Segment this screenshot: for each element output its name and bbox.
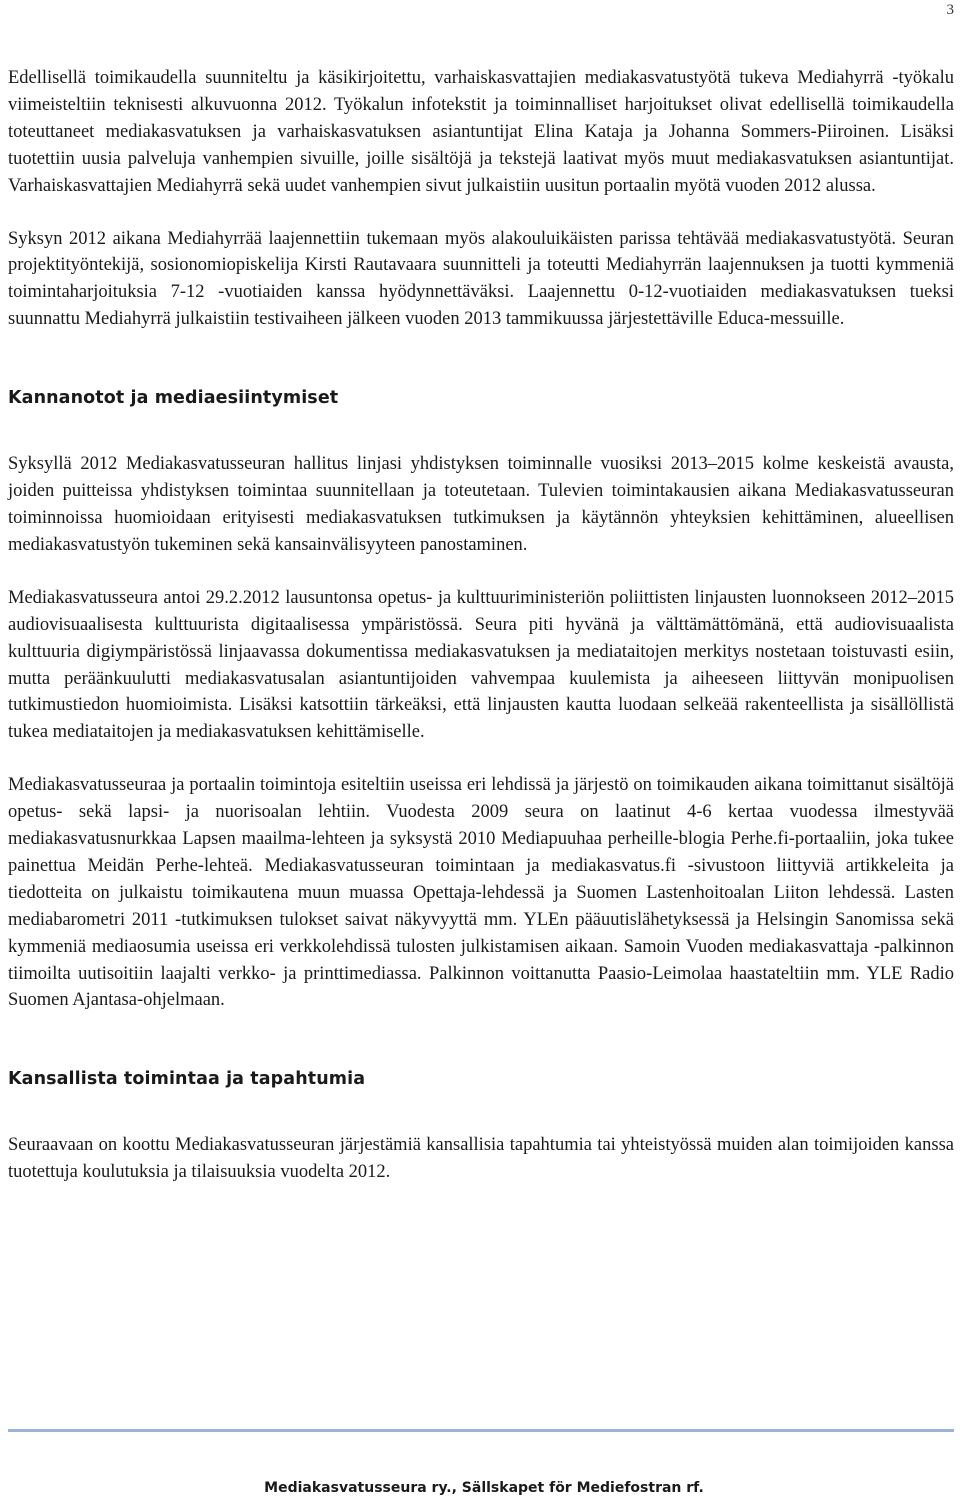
- footer-divider: [8, 1429, 954, 1432]
- section-heading-statements: Kannanotot ja mediaesiintymiset: [8, 388, 339, 409]
- section-heading-national-activities: Kansallista toimintaa ja tapahtumia: [8, 1069, 366, 1090]
- page-number: 3: [946, 2, 954, 18]
- intro-paragraph-2: Syksyn 2012 aikana Mediahyrrää laajennettiin tukemaan myös alakouluikäisten parissa tehtävää mediakasvatustyötä. Seuran projektityöntekijä, sosionomiopiskelija Kirsti Rautavaara suunnitteli ja toteutti Mediahyrrän laajennuksen ja tuotti kymmeniä toimintaharjoituksia 7-12 -vuotiaiden kanssa hyödynnettäväksi. Laajennettu 0-12-vuotiaiden mediakasvatuksen tueksi suunnattu Mediahyrrä julkaistiin testivaiheen jälkeen vuoden 2013 tammikuussa järjestettäville Educa-messuille.: [8, 228, 954, 330]
- section1-paragraph-3: Mediakasvatusseuraa ja portaalin toimintoja esiteltiin useissa eri lehdissä ja järjestö on toimikauden aikana toimittanut sisältöjä opetus- sekä lapsi- ja nuorisoalan lehtiin. Vuodesta 2009 seura on laatinut 4-6 kertaa vuodessa ilmestyvää mediakasvatusnurkkaa Lapsen maailma-lehteen ja syksystä 2010 Mediapuuhaa perheille-blogia Perhe.fi-portaaliin, joka tukee painettua Meidän Perhe-lehteä. Mediakasvatusseuran toimintaan ja mediakasvatus.fi -sivustoon liittyviä artikkeleita ja tiedotteita on julkaistu toimikautena muun muassa Opettaja-lehdessä ja Suomen Lastenhoitoalan Liiton lehdessä. Lasten mediabarometri 2011 -tutkimuksen tulokset saivat näkyvyyttä mm. YLEn pääuutislähetyksessä ja Helsingin Sanomissa sekä kymmeniä mediaosumia useissa eri verkkolehdissä tulosten julkistamisen aikaan. Samoin Vuoden mediakasvattaja -palkinnon tiimoilta uutisoitiin laajalti verkko- ja printtimediassa. Palkinnon voittanutta Paasio-Leimolaa haastateltiin mm. YLE Radio Suomen Ajantasa-ohjelmaan.: [8, 775, 954, 1011]
- section1-paragraph-2: Mediakasvatusseura antoi 29.2.2012 lausuntonsa opetus- ja kulttuuriministeriön poliittisten linjausten luonnokseen 2012–2015 audiovisuaalisesta kulttuurista digitaalisessa ympäristössä. Seura piti hyvänä ja välttämättömänä, että audiovisuaalista kulttuuria digiympäristössä linjaavassa dokumentissa mediakasvatuksen ja mediataitojen merkitys nostetaan toistuvasti esiin, mutta peräänkuulutti mediakasvatusalan asiantuntijoiden vahvempaa kuulemista ja aiheeseen liittyvän monipuolisen tutkimustiedon huomioimista. Lisäksi katsottiin tärkeäksi, että linjausten kautta luodaan selkeää rakenteellista ja sisällöllistä tukea mediataitojen ja mediakasvatuksen kehittämiselle.: [8, 587, 954, 743]
- section2-paragraph-1: Seuraavaan on koottu Mediakasvatusseuran järjestämiä kansallisia tapahtumia tai yhteistyössä muiden alan toimijoiden kanssa tuotettuja koulutuksia ja tilaisuuksia vuodelta 2012.: [8, 1135, 954, 1183]
- intro-paragraph-1: Edellisellä toimikaudella suunniteltu ja käsikirjoitettu, varhaiskasvattajien mediakasvatustyötä tukeva Mediahyrrä -työkalu viimeisteltiin teknisesti alkuvuonna 2012. Työkalun infotekstit ja toiminnalliset harjoitukset olivat edellisellä toimikaudella toteuttaneet mediakasvatuksen ja varhaiskasvatuksen asiantuntijat Elina Kataja ja Johanna Sommers-Piiroinen. Lisäksi tuotettiin uusia palveluja vanhempien sivuille, joille sisältöjä ja tekstejä laativat myös muut mediakasvatuksen asiantuntijat. Varhaiskasvattajien Mediahyrrä sekä uudet vanhempien sivut julkaistiin uusitun portaalin myötä vuoden 2012 alussa.: [8, 68, 954, 196]
- footer-organization-name: Mediakasvatusseura ry., Sällskapet för Mediefostran rf.: [264, 1480, 704, 1496]
- document-body: [8, 65, 954, 1212]
- section1-paragraph-1: Syksyllä 2012 Mediakasvatusseuran hallitus linjasi yhdistyksen toiminnalle vuosiksi 2013–2015 kolme keskeistä avausta, joiden puitteissa yhdistyksen toimintaa suunnitellaan ja toteutetaan. Tulevien toimintakausien aikana Mediakasvatusseuran toiminnoissa huomioidaan erityisesti mediakasvatuksen tutkimuksen ja käytännön yhteyksien kehittäminen, alueellisen mediakasvatustyön tukeminen sekä kansainvälisyyteen panostaminen.: [8, 454, 954, 555]
